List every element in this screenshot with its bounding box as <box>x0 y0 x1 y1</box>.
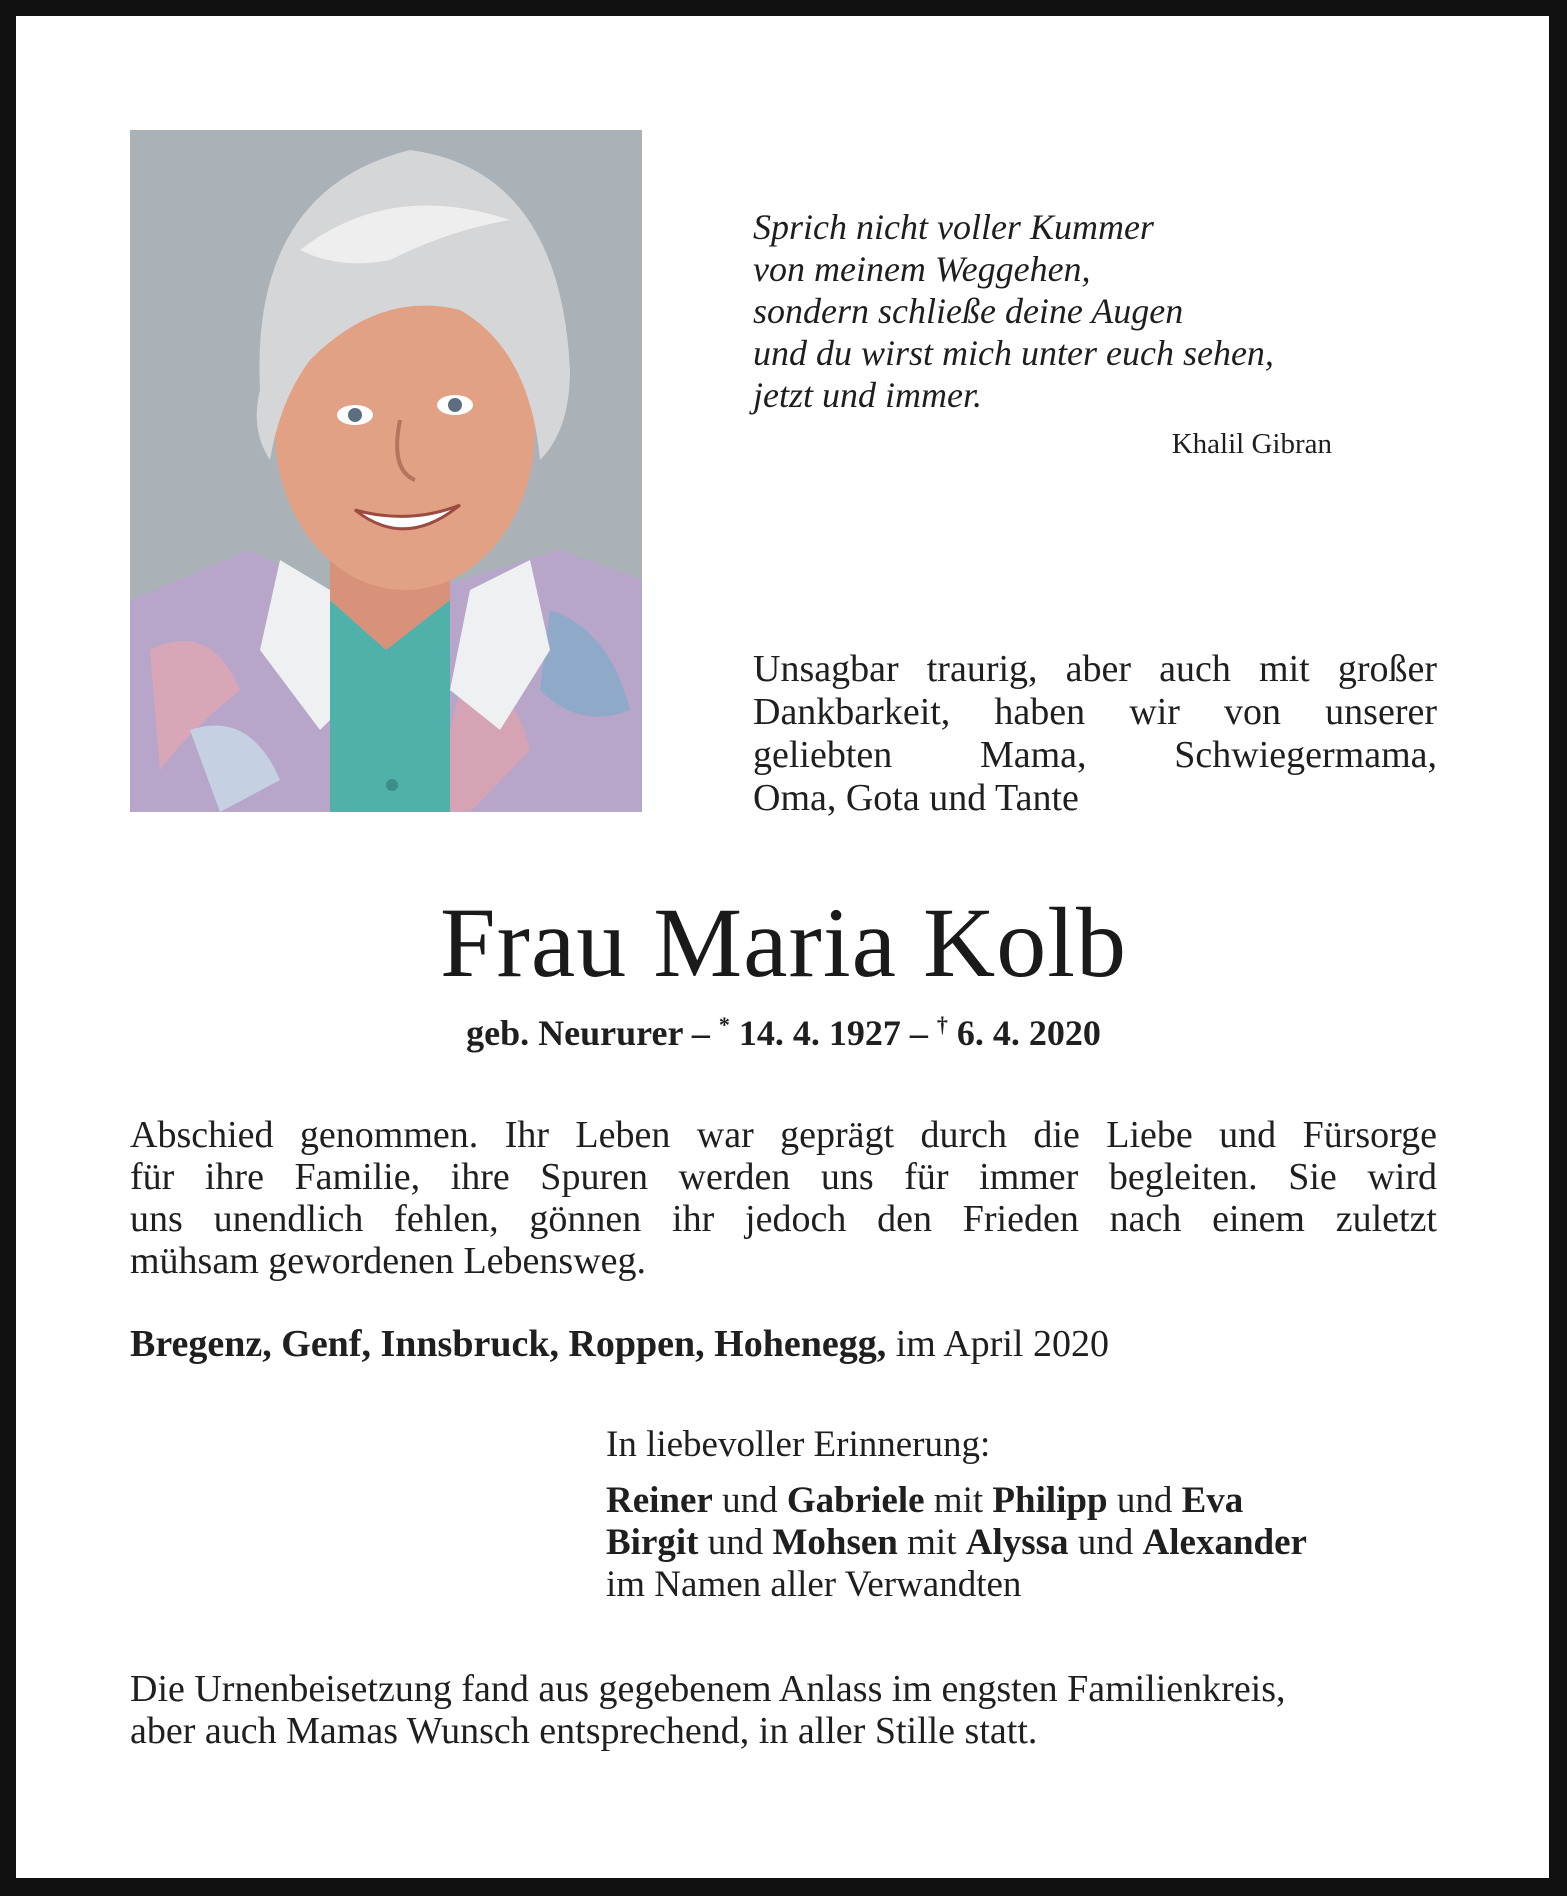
family-name: Alexander <box>1142 1522 1307 1563</box>
places-date: im April 2020 <box>895 1323 1109 1365</box>
closing-line: aber auch Mamas Wunsch entsprechend, in aller Stille statt. <box>130 1710 1038 1752</box>
places-names: Bregenz, Genf, Innsbruck, Roppen, Hohenegg, <box>130 1323 887 1365</box>
quote-line: von meinem Weggehen, <box>753 249 1091 289</box>
family-name: Eva <box>1181 1480 1244 1521</box>
body-line: für ihre Familie, ihre Spuren werden uns für immer begleiten. Sie wird <box>130 1156 1437 1198</box>
death-date: 6. 4. 2020 <box>956 1013 1101 1053</box>
quote-line: Sprich nicht voller Kummer <box>753 207 1154 247</box>
memory-label: In liebevoller Erinnerung: <box>606 1424 991 1465</box>
portrait-photo <box>130 130 642 812</box>
memory-block <box>606 1424 1446 1606</box>
memory-footer: im Namen aller Verwandten <box>606 1564 1022 1605</box>
intro-line: geliebten Mama, Schwiegermama, <box>753 734 1437 776</box>
deceased-name: Frau Maria Kolb <box>439 887 1128 998</box>
quote-line: sondern schließe deine Augen <box>753 291 1184 331</box>
family-name: Reiner <box>606 1480 713 1521</box>
closing-paragraph <box>130 1668 1437 1752</box>
birth-date: 14. 4. 1927 <box>738 1013 901 1053</box>
family-name: Alyssa <box>965 1522 1069 1563</box>
family-name: Mohsen <box>772 1522 898 1563</box>
body-line: Abschied genommen. Ihr Leben war geprägt durch die Liebe und Fürsorge <box>130 1114 1437 1156</box>
portrait-icon <box>130 130 642 812</box>
family-name: Gabriele <box>786 1480 925 1521</box>
family-name: Birgit <box>606 1522 699 1563</box>
closing-line: Die Urnenbeisetzung fand aus gegebenem Anlass im engsten Familienkreis, <box>130 1668 1286 1710</box>
body-line: uns unendlich fehlen, gönnen ihr jedoch den Frieden nach einem zuletzt <box>130 1198 1437 1240</box>
birth-symbol: * <box>718 1012 730 1037</box>
places-line <box>130 1322 1109 1366</box>
death-symbol: † <box>936 1012 948 1037</box>
body-line: mühsam gewordenen Lebensweg. <box>130 1240 647 1282</box>
quote-line: und du wirst mich unter euch sehen, <box>753 333 1274 373</box>
family-name: Philipp <box>992 1480 1108 1521</box>
intro-paragraph <box>753 648 1437 820</box>
life-dates: geb. Neururer – * 14. 4. 1927 – † 6. 4. 2020 <box>466 1012 1101 1053</box>
intro-line: Unsagbar traurig, aber auch mit großer <box>753 648 1437 690</box>
family-line: Reiner und Gabriele mit Philipp und Eva <box>606 1480 1244 1521</box>
quote-author: Khalil Gibran <box>1171 428 1332 460</box>
birth-name: geb. Neururer <box>466 1013 683 1053</box>
quote-block <box>753 206 1353 416</box>
quote-line: jetzt und immer. <box>753 375 982 415</box>
intro-line: Dankbarkeit, haben wir von unserer <box>753 691 1437 733</box>
body-paragraph <box>130 1114 1437 1282</box>
intro-line: Oma, Gota und Tante <box>753 777 1079 819</box>
family-line: Birgit und Mohsen mit Alyssa und Alexander <box>606 1522 1307 1563</box>
